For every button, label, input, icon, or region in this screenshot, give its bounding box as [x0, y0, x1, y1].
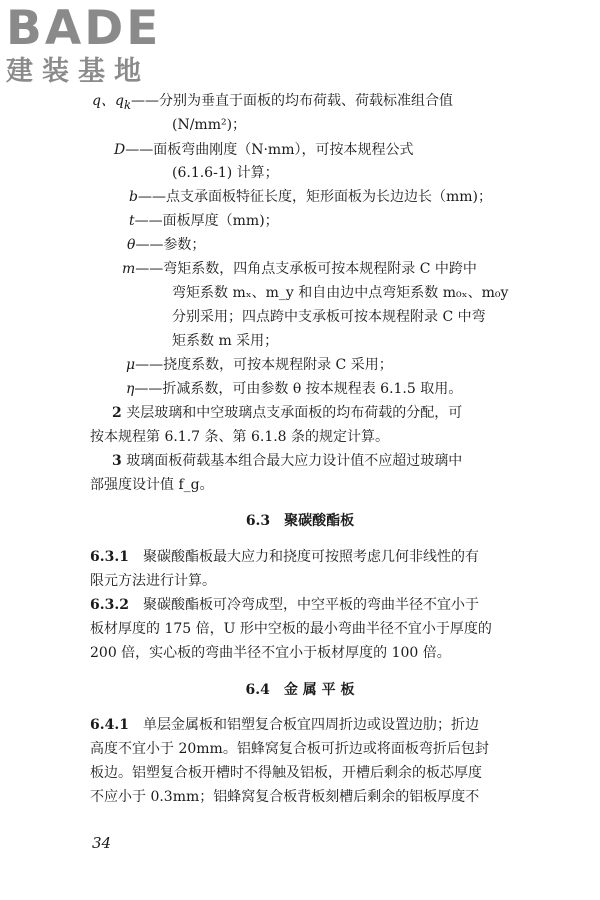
- logo-brand: BADE: [6, 1, 162, 56]
- item-number: 2: [112, 405, 122, 421]
- item-text: 夹层玻璃和中空玻璃点支承面板的均布荷载的分配，可: [121, 405, 463, 421]
- section-6-3-title: 6.3 聚碳酸酯板: [245, 513, 355, 529]
- clause-line: 聚碳酸酯板可冷弯成型，中空平板的弯曲半径不宜小于: [128, 597, 479, 613]
- bade-logo: [6, 1, 181, 88]
- symbol: η: [126, 381, 135, 397]
- clause-6-3-2-cont2: 200 倍，实心板的弯曲半径不宜小于板材厚度的 100 倍。: [90, 645, 451, 661]
- definition-text: ——折减系数，可由参数 θ 按本规程表 6.1.5 取用。: [134, 381, 463, 397]
- def-m-cont2: 分别采用；四点跨中支承板可按本规程附录 C 中弯: [172, 309, 486, 325]
- def-mu: [126, 355, 393, 375]
- logo-subtitle: 建装基地: [6, 56, 150, 87]
- clause-number: 6.3.2: [90, 597, 129, 613]
- clause-number: 6.4.1: [90, 717, 129, 733]
- clause-6-3-1-cont: 限元方法进行计算。: [90, 573, 216, 589]
- symbol: t: [129, 213, 135, 229]
- clause-6-3-2: [90, 595, 479, 615]
- definition-text: ——分别为垂直于面板的均布荷载、荷载标准组合值: [131, 93, 454, 109]
- definition-text: ——面板弯曲刚度（N·mm），可按本规程公式: [125, 142, 414, 158]
- item-3: [112, 451, 462, 471]
- definition-text: ——挠度系数，可按本规程附录 C 采用；: [135, 357, 393, 373]
- item-text: 玻璃面板荷载基本组合最大应力设计值不应超过玻璃中: [121, 453, 463, 469]
- def-D: [114, 140, 413, 160]
- def-q: [92, 91, 453, 115]
- symbol: μ: [126, 357, 136, 373]
- clause-6-4-1: [90, 715, 479, 735]
- section-6-4-title: 6.4 金 属 平 板: [245, 682, 355, 698]
- symbol: q、q: [92, 93, 124, 109]
- clause-6-4-1-cont1: 高度不宜小于 20mm。铝蜂窝复合板可折边或将面板弯折后包封: [90, 741, 489, 757]
- def-b: [129, 187, 492, 207]
- def-D-cont: (6.1.6-1) 计算；: [172, 165, 279, 181]
- item-number: 3: [112, 453, 122, 469]
- clause-6-4-1-cont2: 板边。铝塑复合板开槽时不得触及铝板，开槽后剩余的板芯厚度: [90, 765, 482, 781]
- def-m-cont3: 矩系数 m 采用；: [172, 333, 279, 349]
- item-3-cont: 部强度设计值 f_g。: [90, 477, 214, 493]
- definition-text: ——参数；: [135, 237, 206, 253]
- def-m: [122, 259, 477, 279]
- definition-text: ——弯矩系数，四角点支承板可按本规程附录 C 中跨中: [135, 261, 477, 277]
- def-t: [129, 211, 279, 231]
- clause-line: 聚碳酸酯板最大应力和挠度可按照考虑几何非线性的有: [128, 549, 479, 565]
- symbol-subscript: k: [123, 97, 132, 112]
- clause-line: 单层金属板和铝塑复合板宜四周折边或设置边肋；折边: [128, 717, 479, 733]
- definition-text: ——面板厚度（mm)；: [134, 213, 279, 229]
- clause-number: 6.3.1: [90, 549, 129, 565]
- item-2: [112, 403, 462, 423]
- symbol: m: [122, 261, 136, 277]
- def-q-cont: (N/mm²)；: [172, 117, 247, 133]
- symbol: D: [114, 142, 126, 158]
- definition-text: ——点支承面板特征长度，矩形面板为长边边长（mm)；: [137, 189, 492, 205]
- clause-6-3-1: [90, 547, 479, 567]
- item-2-cont: 按本规程第 6.1.7 条、第 6.1.8 条的规定计算。: [90, 429, 390, 445]
- def-eta: [126, 379, 462, 399]
- clause-6-4-1-cont3: 不应小于 0.3mm；铝蜂窝复合板背板刻槽后剩余的铝板厚度不: [90, 789, 480, 805]
- clause-6-3-2-cont1: 板材厚度的 175 倍，U 形中空板的最小弯曲半径不宜小于厚度的: [90, 621, 492, 637]
- symbol: θ: [127, 237, 136, 253]
- symbol: b: [129, 189, 138, 205]
- def-m-cont1: 弯矩系数 mₓ、m_y 和自由边中点弯矩系数 m₀ₓ、m₀y: [172, 285, 509, 301]
- page-number: 34: [92, 834, 112, 852]
- def-theta: [127, 235, 205, 255]
